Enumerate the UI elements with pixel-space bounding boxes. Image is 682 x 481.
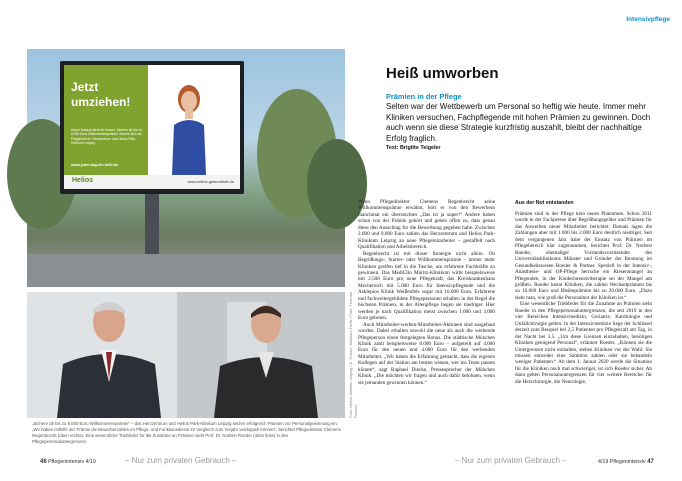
portrait-man-right xyxy=(202,292,327,418)
article-subhead: Prämien in der Pflege xyxy=(386,92,462,101)
billboard-footer xyxy=(64,175,240,189)
column-heading: Aus der Not entstanden xyxy=(515,200,574,206)
billboard-link: www.jeder-tag-ein-held.de xyxy=(71,163,119,167)
helios-logo: Helios xyxy=(72,177,94,184)
billboard-photo xyxy=(27,49,345,287)
portrait-photo xyxy=(27,292,345,418)
billboard-url: www.helios-gesundheit.de xyxy=(187,179,234,184)
section-tag: Intensivpflege xyxy=(626,16,670,23)
street xyxy=(27,254,345,287)
paragraph: Prämien sind in der Pflege kein neues Phänomen. Schon 2011 wurde in der Fachpresse über Begrüßungsgelder und Prämien für das Anwerben neuer Mitarbeiter berichtet. Damals lagen die Zahlungen aber mit 1.000 bis 2.000 Euro deutlich niedriger. Seit dem vergangenen Jahr habe der Einsatz von Prämien im Pflegebereich klar zugenommen, berichtet Prof. Dr. Norbert Roeder, ehemaliger Vorstandsvorsitzender des Universitätsklinikums Münster und Gründer der Beratung im Gesundheitswesen Roeder & Partner. Speziell in der Intensiv-, Anästhesie- und OP-Pflege herrsche ein Riesenmangel an Pflegenden, in der Kinderintensivtherapie sei der Mangel am größten. Roeder kennt Kliniken, die zahlen Wechselprämien bis zu 10.000 Euro und Bleibeprämien bis zu 20.000 Euro. „Dazu sieht man, wie groß die Personalnot der Kliniken ist.“ xyxy=(515,211,652,301)
billboard-post xyxy=(145,194,159,254)
nurse-figure xyxy=(162,77,216,175)
article-author: Text: Brigitte Teigeler xyxy=(386,145,441,151)
folio-right xyxy=(598,459,654,465)
paragraph: Regenbrecht ist mit dieser Strategie nicht allein. Ob Begrüßungs-, Starter- oder Willkommensprämie – immer mehr Kliniken greifen tief in die Tasche, um erfahrene Fachkräfte zu gewinnen. Das MediClin Müritz-Klinikum wirbt beispielsweise mit 2.500 Euro pro neue Pflegekraft, das Kreiskrankenhaus Mechernich mit 5.000 Euro für Intensivpflegende und die Asklepios Klinik Weißenfels sogar mit 10.000 Euro. Erfahrene und fachweitergebildete Pflegepersonen erhalten in der Regel die höchsten Prämien, in der Altenpflege liegen sie niedriger. Hier werden je nach Qualifikation meist zwischen 1.000 und 3.000 Euro geboten. xyxy=(358,250,495,322)
article-column-2 xyxy=(515,211,652,385)
portrait-man-left xyxy=(47,292,172,418)
paragraph: Eine wesentliche Triebfeder für die Zunahme an Prämien sieht Roeder in den Pflegepersonaluntergrenzen, die seit 2019 in den vier Bereichen Intensivmedizin, Geriatrie, Kardiologie und Unfallchirurgie gelten. In der Intensivmedizin liege der Schlüssel derzeit zum Beispiel bei 2,5 Patienten pro Pflegekraft am Tag, in der Nacht bei 3,5. „Um diese Grenzen einzuhalten, benötigen Kliniken genügend Personal“, erläutert Roeder. „Können sie die Untergrenzen nicht einhalten, stehen Kliniken vor der Wahl: Sie müssen entweder eine Sanktion zahlen oder sie behandeln weniger Patienten.“ Ab dem 1. Januar 2020 werde die Situation für die Kliniken noch mal schwieriger, ist sich Roeder sicher. Ab dann gelten Personaluntergrenzen für vier weitere Bereiche: für die Herzchirurgie, die Neurologie, xyxy=(515,301,652,385)
article-headline: Heiß umworben xyxy=(386,65,499,82)
photo-caption: „Sichere dir bis zu 8.000 Euro Willkommensprämie“ – das Herzzentrum und Helios Park-Klinikum Leipzig setzen erfolgreich Prämien zur Personalgewinnung ein. „Wir haben mithilfe der Prämie die Bewerberzahlen im Pflege- und Funktionsdienst im Vergleich zum Vorjahr verdoppelt können“, berichtet Pflegedirektor Clemens Regenbrecht (oben rechts). Eine wesentliche Triebfeder für die Zunahme an Prämien sieht Prof. Dr. Norbert Roeder (oben links) in den Pflegepersonaluntergrenzen. xyxy=(32,421,341,444)
billboard-headline: Jetzt umziehen! xyxy=(71,80,131,109)
billboard-text: Unser Kasack steht dir besser. Sichere dir bis zu 8.000 Euro Willkommensprämie. Bewirb dich als Pflegekraft im Herzzentrum und Helios Park-Klinikum Leipzig. xyxy=(71,128,142,146)
article-lead: Selten war der Wettbewerb um Personal so heftig wie heute. Immer mehr Kliniken versuchen, Fachpflegende mit hohen Prämien zu gewinnen. Doch auch wenn sie diese Strategie kurzfristig auszahlt, bleibt der nachhaltige Erfolg fraglich. xyxy=(386,102,651,143)
paragraph: Auch Mitarbeiter-werben-Mitarbeiter-Aktionen sind ausgebaut worden. Dabei erhalten sowohl die neue als auch die werbende Pflegeperson einen festgelegten Bonus. Die städtische München Klinik zahlt beispielsweise 8.000 Euro – aufgeteilt auf 4.000 Euro für den neuen und 4.000 Euro für den werbenden Mitarbeiter. „Wir haben die Erfahrung gemacht, dass die eigenen Kollegen auf der Station am besten wissen, wer ins Team passen könnte“, sagt Raphael Diecke, Pressesprecher der München Klinik. „Die möchten wir fragen und auch dafür belohnen, wenn sie jemanden gewinnen können.“ xyxy=(358,321,495,386)
issue-label-right: 4/19 Pflegenintensiv xyxy=(598,459,646,465)
paragraph: Wenn Pflegedirektor Clemens Regenbrecht seine Willkommensprämie erwähnt, hört er von den Bewerbern manchmal ein überraschtes „Das ist ja super!“ Andere haben schon von der Prämie gehört und geben offen zu, dass genau diese den Ausschlag für die Bewerbung gegeben habe. Zwischen 2.000 und 8.000 Euro zahlen das Herzzentrum und Helios Park-Klinikum Leipzig an neue Pflegemitarbeiter – gestaffelt nach Qualifikation und Arbeitsbereich. xyxy=(358,199,495,251)
article-column-1 xyxy=(358,199,495,386)
photo-credit: Foto: Helios Kliniken Leipzig / A. Scholz; Klinikum Fürth / Foto: Thomas Fischer xyxy=(348,292,358,418)
watermark-right: – Nur zum privaten Gebrauch – xyxy=(455,456,567,465)
billboard-screen xyxy=(64,65,240,189)
watermark-left: – Nur zum privaten Gebrauch – xyxy=(125,456,237,465)
page-number-left: 46 xyxy=(40,459,47,465)
page-number-right: 47 xyxy=(647,459,654,465)
issue-label-left: Pflegenintensiv 4/19 xyxy=(48,459,96,465)
folio-left xyxy=(40,459,96,465)
